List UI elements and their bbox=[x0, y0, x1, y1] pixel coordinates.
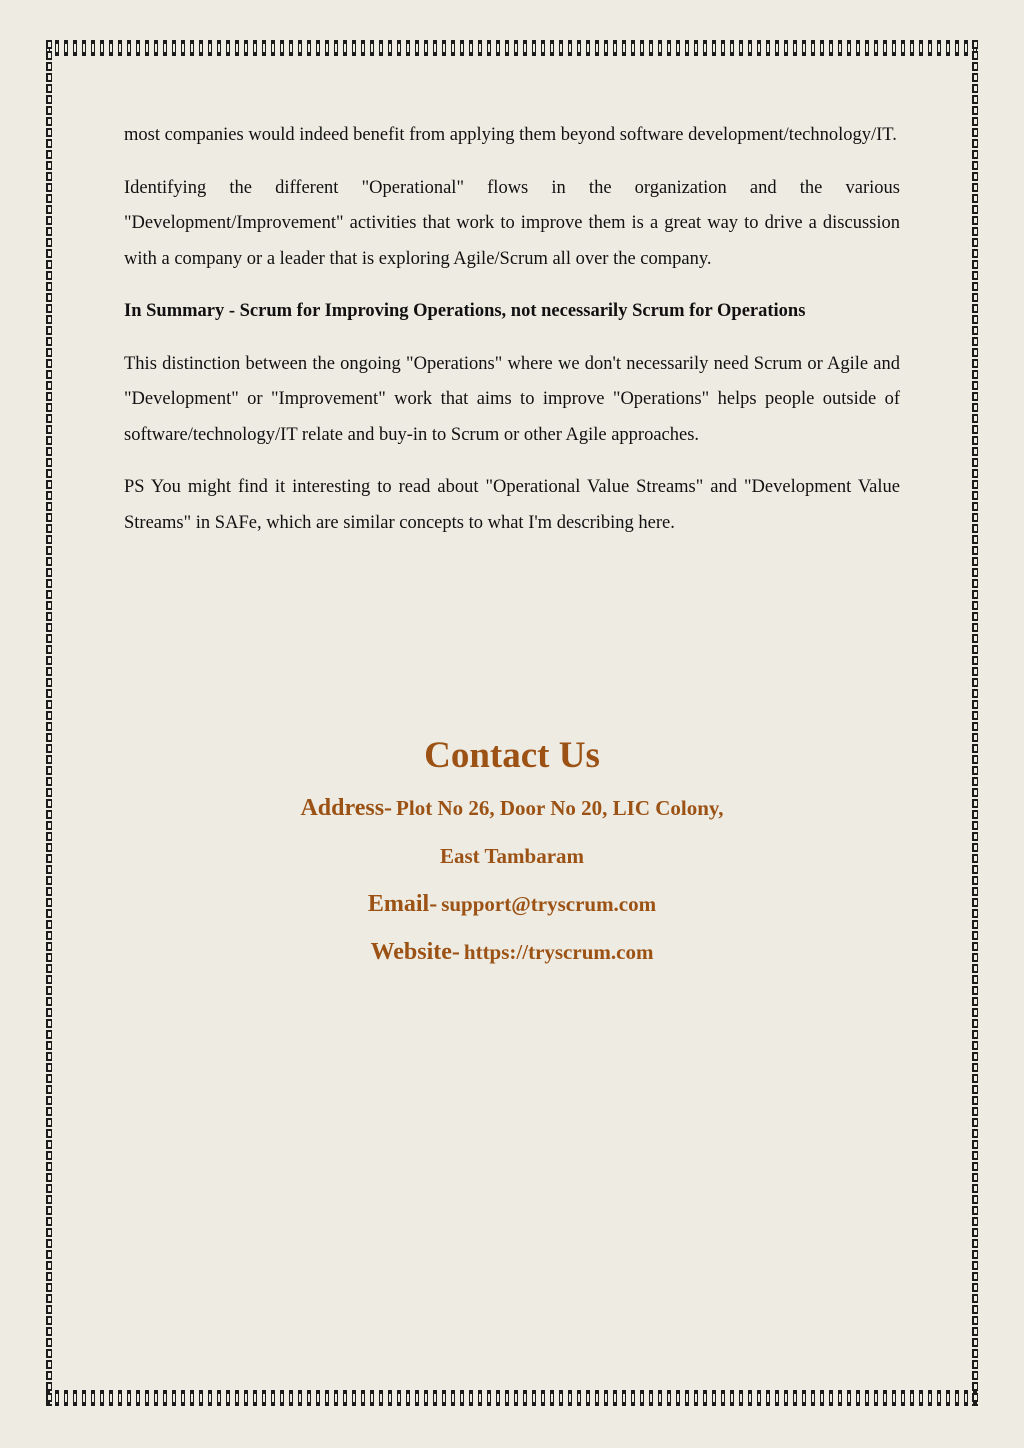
contact-section bbox=[0, 728, 1024, 976]
paragraph-ps-note: PS You might find it interesting to read about "Operational Value Streams" and "Development Value Streams" in SAFe, which are similar concepts to what I'm describing here. bbox=[124, 477, 900, 533]
paragraph-distinction: This distinction between the ongoing "Operations" where we don't necessarily need Scrum or Agile and "Development" or "Improvement" work that aims to improve "Operations" helps people outside of software/technology/IT relate and buy-in to Scrum or other Agile approaches. bbox=[124, 353, 900, 445]
decorative-border-right bbox=[972, 40, 978, 1406]
email-line bbox=[0, 880, 1024, 928]
address-label: Address- bbox=[300, 795, 393, 821]
decorative-border-top bbox=[46, 40, 978, 56]
paragraph-operational-flows: Identifying the different "Operational" flows in the organization and the various "Development/Improvement" activities that work to improve them is a great way to drive a discussion with a company or a leader that is exploring Agile/Scrum all over the company. bbox=[124, 177, 900, 269]
address-value: Plot No 26, Door No 20, LIC Colony, bbox=[396, 796, 724, 820]
summary-heading: In Summary - Scrum for Improving Operations, not necessarily Scrum for Operations bbox=[124, 301, 806, 321]
address-value-2: East Tambaram bbox=[439, 844, 585, 868]
article-body bbox=[124, 118, 900, 558]
email-label: Email- bbox=[367, 891, 438, 917]
paragraph-continuation: most companies would indeed benefit from applying them beyond software development/technology/IT. bbox=[124, 125, 897, 145]
address-line-2 bbox=[0, 832, 1024, 880]
decorative-border-bottom bbox=[46, 1390, 978, 1406]
address-line bbox=[0, 784, 1024, 832]
website-label: Website- bbox=[370, 939, 460, 965]
website-link[interactable]: https://tryscrum.com bbox=[463, 940, 654, 964]
email-link[interactable]: support@tryscrum.com bbox=[441, 892, 657, 916]
decorative-border-left bbox=[46, 40, 52, 1406]
website-line bbox=[0, 928, 1024, 976]
contact-title: Contact Us bbox=[424, 735, 600, 776]
